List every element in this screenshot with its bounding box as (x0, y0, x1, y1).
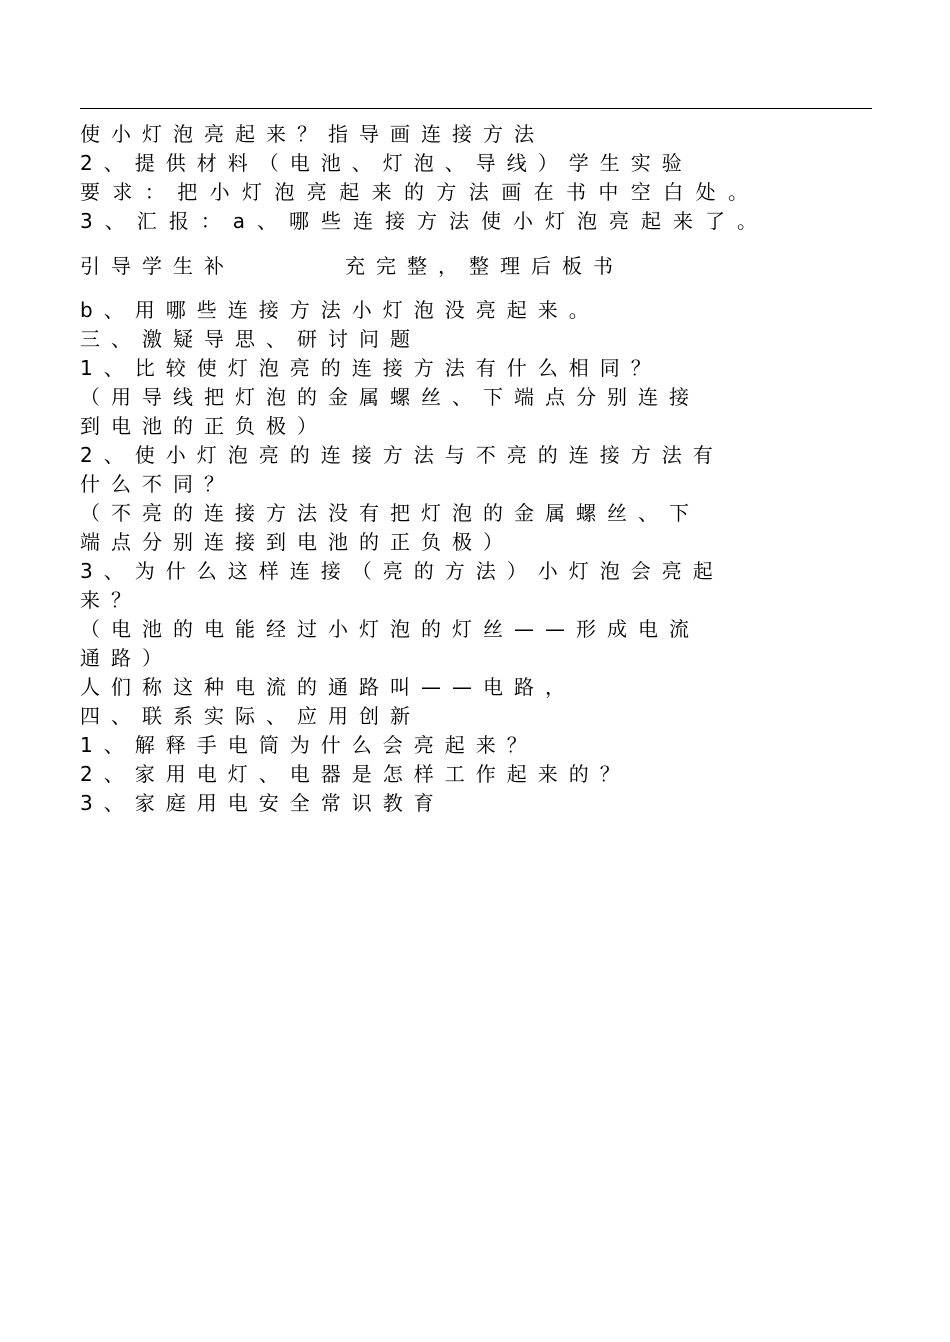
text-line: 要求：把小灯泡亮起来的方法画在书中空白处。 (80, 180, 761, 204)
text-line: b、用哪些连接方法小灯泡没亮起来。 (80, 298, 600, 322)
document-body (80, 120, 870, 818)
text-line: （电池的电能经过小灯泡的灯丝——形成电流 (80, 617, 700, 641)
text-line: 2、提供材料（电池、灯泡、导线）学生实验 (80, 151, 693, 175)
text-line: 1、比较使灯泡亮的连接方法有什么相同？ (80, 356, 662, 380)
text-line: 3、家庭用电安全常识教育 (80, 791, 445, 815)
text-line: 1、解释手电筒为什么会亮起来？ (80, 733, 538, 757)
text-line: 通路） (80, 646, 173, 670)
text-line: 2、家用电灯、电器是怎样工作起来的？ (80, 762, 631, 786)
header-rule (80, 108, 872, 109)
section-heading: 三、激疑导思、研讨问题 (80, 327, 421, 351)
text-line: 人们称这种电流的通路叫——电路， (80, 675, 576, 699)
text-line: 端点分别连接到电池的正负极） (80, 530, 514, 554)
text-line: 3、为什么这样连接（亮的方法）小灯泡会亮起 (80, 559, 724, 583)
text-line: 什么不同？ (80, 472, 235, 496)
text-line: 使小灯泡亮起来？指导画连接方法 (80, 122, 545, 146)
text-fragment: 充完整，整理后板书 (345, 254, 624, 278)
text-fragment: 引导学生补 (80, 254, 235, 278)
text-line: 2、使小灯泡亮的连接方法与不亮的连接方法有 (80, 443, 724, 467)
text-line: （不亮的连接方法没有把灯泡的金属螺丝、下 (80, 501, 700, 525)
text-line: 来？ (80, 588, 142, 612)
text-line: 3、汇报：a、哪些连接方法使小灯泡亮起来了。 (80, 209, 769, 233)
text-line: 到电池的正负极） (80, 414, 328, 438)
text-line: （用导线把灯泡的金属螺丝、下端点分别连接 (80, 385, 700, 409)
section-heading: 四、联系实际、应用创新 (80, 704, 421, 728)
text-line (80, 252, 870, 281)
